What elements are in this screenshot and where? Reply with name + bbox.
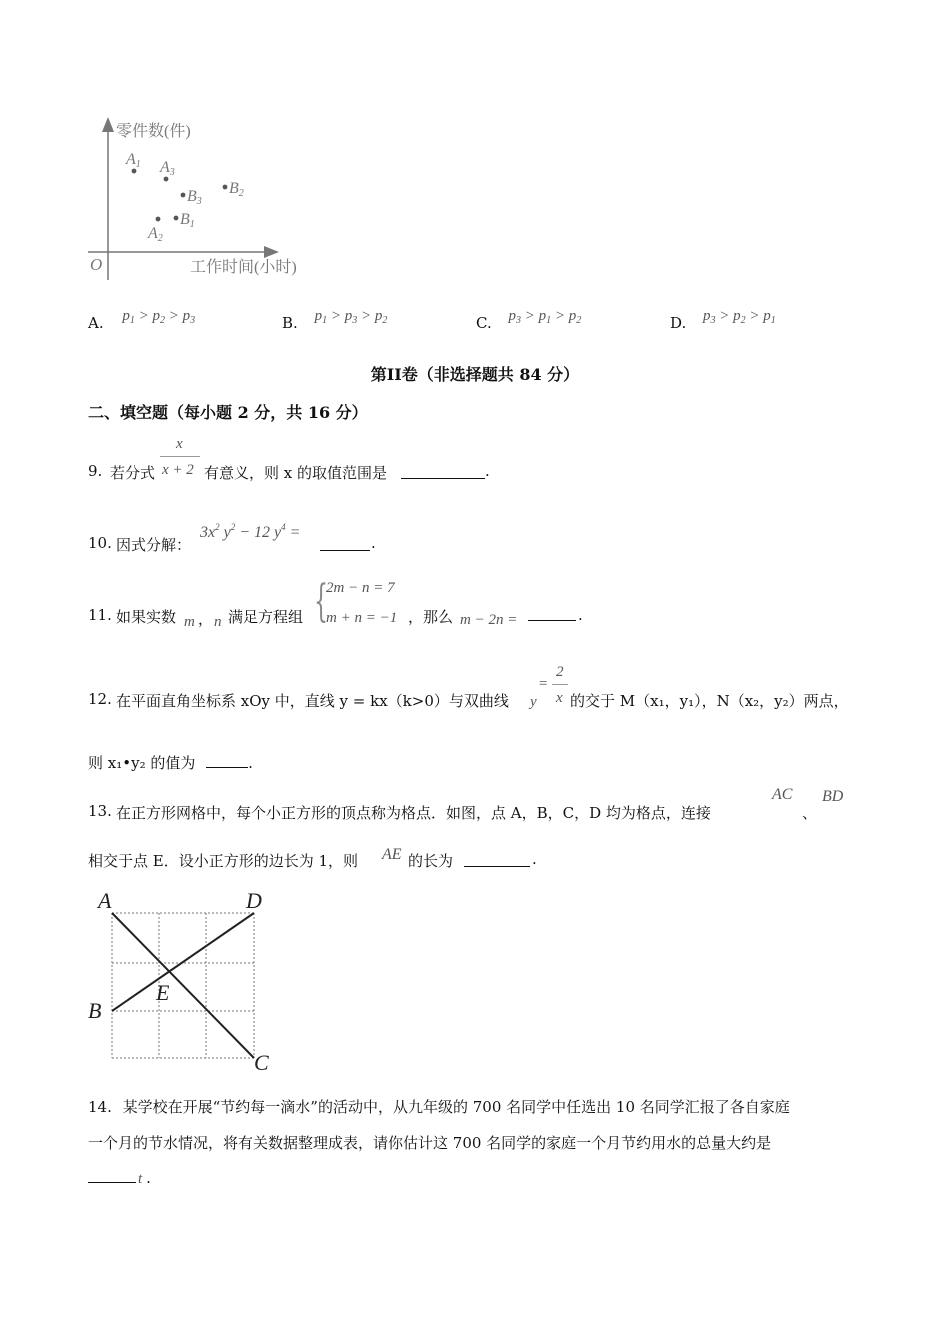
question-14: 14. 某学校在开展“节约每一滴水”的活动中，从九年级的 700 名同学中任选出 10 名同学汇报了各自家庭 [88, 1098, 790, 1116]
origin-label: O [90, 255, 103, 274]
svg-text:A2: A2 [148, 225, 163, 244]
grid-figure [84, 886, 284, 1076]
point-label-d: D [246, 888, 262, 913]
question-9: 9. 若分式 x x + 2 有意义，则 x 的取值范围是 . [88, 436, 490, 482]
point-label-c: C [254, 1050, 269, 1075]
section2-title: 二、填空题（每小题 2 分，共 16 分） [88, 403, 368, 422]
scatter-figure [80, 112, 340, 287]
answer-blank [401, 464, 485, 479]
svg-text:B1: B1 [180, 211, 195, 230]
answer-blank [528, 606, 576, 621]
segment-bd [112, 913, 254, 1011]
answer-blank [206, 753, 248, 768]
question-14-line3: t . [88, 1168, 151, 1188]
fraction-bar [160, 456, 200, 457]
svg-text:B2: B2 [229, 180, 244, 199]
scatter-point [159, 159, 175, 181]
question-14-line2: 一个月的节水情况，将有关数据整理成表，请你估计这 700 名同学的家庭一个月节约用水的总量大约是 [88, 1134, 772, 1152]
brace-icon: { [314, 576, 328, 627]
x-axis-label: 工作时间(小时) [190, 259, 297, 276]
fraction-denominator: x + 2 [162, 462, 194, 478]
fraction-bar [552, 684, 568, 685]
question-13: 13. 在正方形网格中，每个小正方形的顶点称为格点．如图，点 A，B，C，D 均为格点，连接 AC 、 BD [88, 786, 844, 822]
scatter-point [125, 151, 141, 173]
part2-title: 第II卷（非选择题共 84 分） [370, 365, 580, 384]
answer-blank [464, 852, 530, 867]
option-b: B. $p_1 > p_3 > p_2$ [282, 308, 388, 332]
answer-blank [320, 536, 370, 551]
scatter-point [174, 211, 195, 230]
question-10: 10. 因式分解： $3x^2$ $y^2 - 12$ $y^4$ = . [88, 522, 376, 554]
factor-expression: $3x^2$ $y^2 - 12$ $y^4$ = [200, 522, 301, 541]
svg-text:B3: B3 [187, 188, 202, 207]
svg-text:A1: A1 [126, 151, 141, 170]
option-a: A. $p_1 > p_2 > p_3$ [88, 308, 196, 332]
question-12-line2: 则 x₁•y₂ 的值为 . [88, 754, 253, 772]
question-13-line2: 相交于点 E．设小正方形的边长为 1，则 AE 的长为 . [88, 846, 537, 870]
scatter-point [147, 217, 163, 244]
option-c: C. $p_3 > p_1 > p_2$ [476, 308, 582, 332]
segment-ac [112, 913, 254, 1058]
y-axis-label: 零件数(件) [116, 123, 191, 140]
fraction-numerator: x [176, 436, 183, 452]
scatter-point [223, 180, 244, 199]
question-12: 12. 在平面直角坐标系 xOy 中，直线 y = kx（k>0）与双曲线 y = 2 x 的交于 M（x₁，y₁），N（x₂，y₂）两点， [88, 664, 849, 710]
point-label-e: E [156, 980, 170, 1005]
point-label-b: B [88, 998, 102, 1023]
answer-blank [88, 1168, 136, 1183]
option-d: D. $p_3 > p_2 > p_1$ [670, 308, 776, 332]
scatter-point [181, 188, 202, 207]
svg-text:A3: A3 [160, 159, 175, 178]
point-label-a: A [98, 888, 112, 913]
question-11: 11. 如果实数 m ， n 满足方程组 { 2m − n = 7 m + n = −1 ，那么 m − 2n = . [88, 576, 583, 630]
